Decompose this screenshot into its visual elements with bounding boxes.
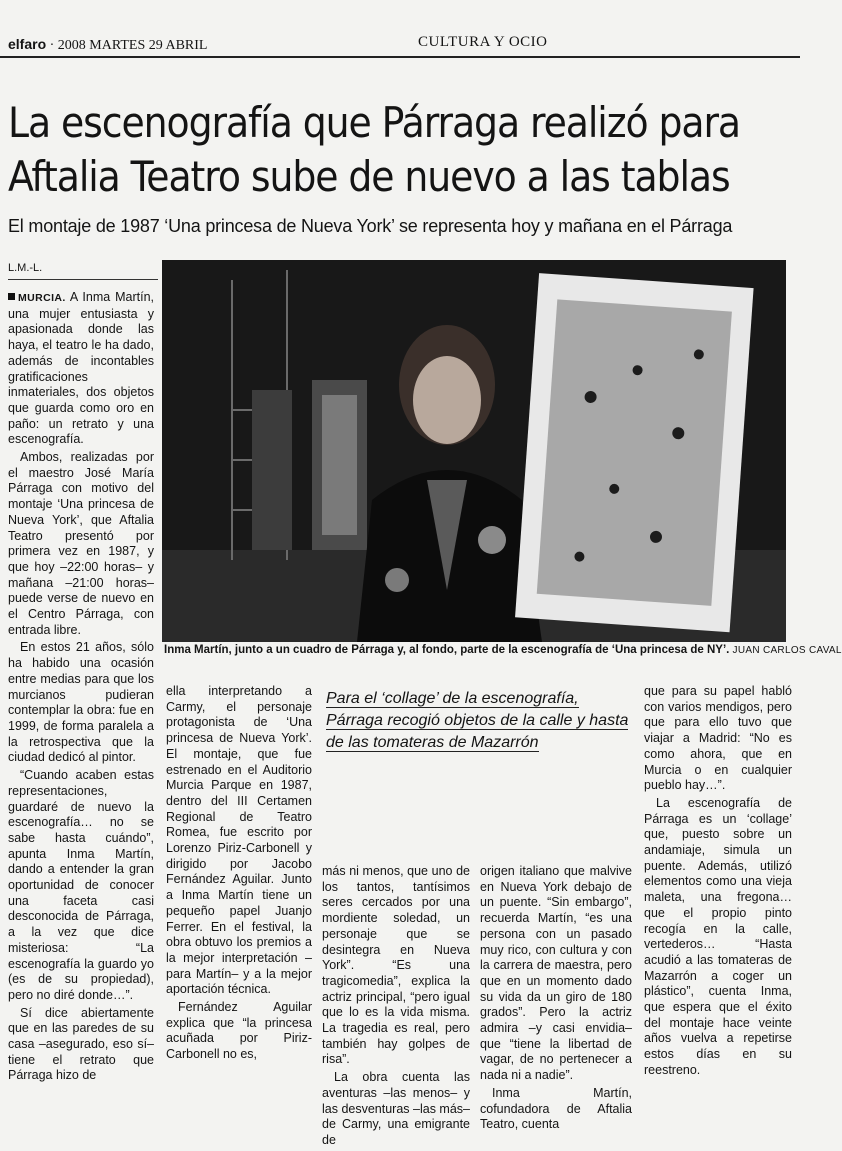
subheadline: El montaje de 1987 ‘Una princesa de Nueva York’ se representa hoy y mañana en el Párraga [8, 216, 733, 236]
caption-text: Inma Martín, junto a un cuadro de Párraga y, al fondo, parte de la escenografía de ‘Una princesa de NY’. [164, 644, 730, 656]
paragraph: “Cuando acaben estas representaciones, guardaré de nuevo la escenografía… no se sabe hasta cuándo”, apunta Inma Martín, dando a entender la gran oportunidad de conocer una faceta casi desconocida de Párraga, a la vez que dice misteriosa: “La escenografía la guardo yo (es de su propiedad), pero no diré donde…”. [8, 768, 154, 1002]
paragraph: más ni menos, que uno de los tantos, tantísimos seres cercados por una mordiente soledad, un personaje que se desintegra en Nueva York”. “Es una tragicomedia”, explica la actriz principal, “pero igual que lo es la vida misma. La tragedia es real, pero también hay golpes de risa”. [322, 864, 470, 1067]
pull-quote [326, 688, 636, 754]
column-4 [480, 864, 632, 1135]
byline-divider [8, 279, 158, 280]
column-2 [166, 684, 312, 1065]
masthead-date [8, 36, 207, 54]
bullet-square-icon [8, 293, 15, 300]
dateline-city: MURCIA. [18, 292, 66, 304]
paragraph: Ambos, realizadas por el maestro José María Párraga con motivo del montaje ‘Una princesa de Nueva York’, que Aftalia Teatro presentó por primera vez en 1987, y que hoy –22:00 horas– y mañana –21:00 horas– puede verse de nuevo en el Centro Párraga, con entrada libre. [8, 450, 154, 637]
photo-caption [164, 644, 842, 656]
paragraph: que para su papel habló con varios mendigos, pero que para ello tuvo que viajar a Madrid: “No es como ahora, que en Murcia o en cualquier pueblo hay…”. [644, 684, 792, 793]
paragraph [8, 290, 154, 448]
paragraph: Fernández Aguilar explica que “la princesa acuñada por Piriz-Carbonell no es, [166, 1000, 312, 1062]
paragraph: En estos 21 años, sólo ha habido una ocasión entre medias para que los murcianos pudieran contemplar la obra: fue en 1999, de forma paralela a la retrospectiva que la ciudad dedicó al pintor. [8, 640, 154, 765]
column-3 [322, 864, 470, 1151]
paragraph-text: A Inma Martín, una mujer entusiasta y apasionada donde las haya, el teatro le ha dado, además de incontables gratificaciones inmateriales, dos objetos que guarda como oro en paño: un retrato y una escenografía. [8, 290, 154, 447]
header-divider [0, 56, 800, 58]
photo-illustration [162, 260, 786, 642]
paragraph: La obra cuenta las aventuras –las menos– y las desventuras –las más– de Carmy, una emigrante de [322, 1070, 470, 1147]
headline-line-1: La escenografía que Párraga realizó para [8, 98, 741, 147]
paragraph: ella interpretando a Carmy, el personaje protagonista de ‘Una princesa de Nueva York’. El montaje, que fue estrenado en el Auditorio Murcia Parque en 1987, dentro del III Certamen Regional de Teatro Romea, fue escrito por Lorenzo Piriz-Carbonell y dirigido por Jacobo Fernández Aguilar. Junto a Inma Martín tiene un pequeño papel Juanjo Ferrer. En el festival, la obra obtuvo los premios a la mejor interpretación –para Martín– y a la mejor aportación técnica. [166, 684, 312, 997]
headline-line-2: Aftalia Teatro sube de nuevo a las tablas [8, 152, 730, 201]
section-title: CULTURA Y OCIO [418, 34, 548, 50]
column-1 [8, 290, 154, 1086]
paragraph: origen italiano que malvive en Nueva York debajo de un puente. “Sin embargo”, recuerda Martín, “es una persona con un pasado muy rico, con cultura y con la carrera de maestra, pero que en un momento dado su vida da un giro de 180 grados”. Pero la actriz admira –y casi envidia– que “tiene la libertad de vagar, de no pertenecer a nada ni a nadie”. [480, 864, 632, 1083]
headline [8, 96, 741, 204]
photo-credit: JUAN CARLOS CAVAL [732, 645, 842, 656]
pull-quote-text: Para el ‘collage’ de la escenografía, Párraga recogió objetos de la calle y hasta de las tomateras de Mazarrón [326, 690, 629, 751]
paragraph: Sí dice abiertamente que en las paredes de su casa –asegurado, eso sí– tiene el retrato que Párraga hizo de [8, 1005, 154, 1083]
byline: L.M.-L. [8, 262, 43, 274]
article-photo [162, 260, 786, 642]
column-5 [644, 684, 792, 1081]
issue-date: · 2008 MARTES 29 ABRIL [49, 38, 208, 53]
paragraph: Inma Martín, cofundadora de Aftalia Teatro, cuenta [480, 1085, 632, 1132]
paragraph: La escenografía de Párraga es un ‘collage’ que, puesto sobre un andamiaje, simula un puente. Además, utilizó elementos como una vieja maleta, una fregona… que el propio pinto recogía en la calle, vertederos… “Hasta acudió a las tomateras de Mazarrón a coger un plástico”, cuenta Inma, que espera que el éxito del montaje hace veinte años vuelva a repetirse estos días en su reestreno. [644, 795, 792, 1077]
newspaper-brand: elfaro [8, 36, 47, 52]
